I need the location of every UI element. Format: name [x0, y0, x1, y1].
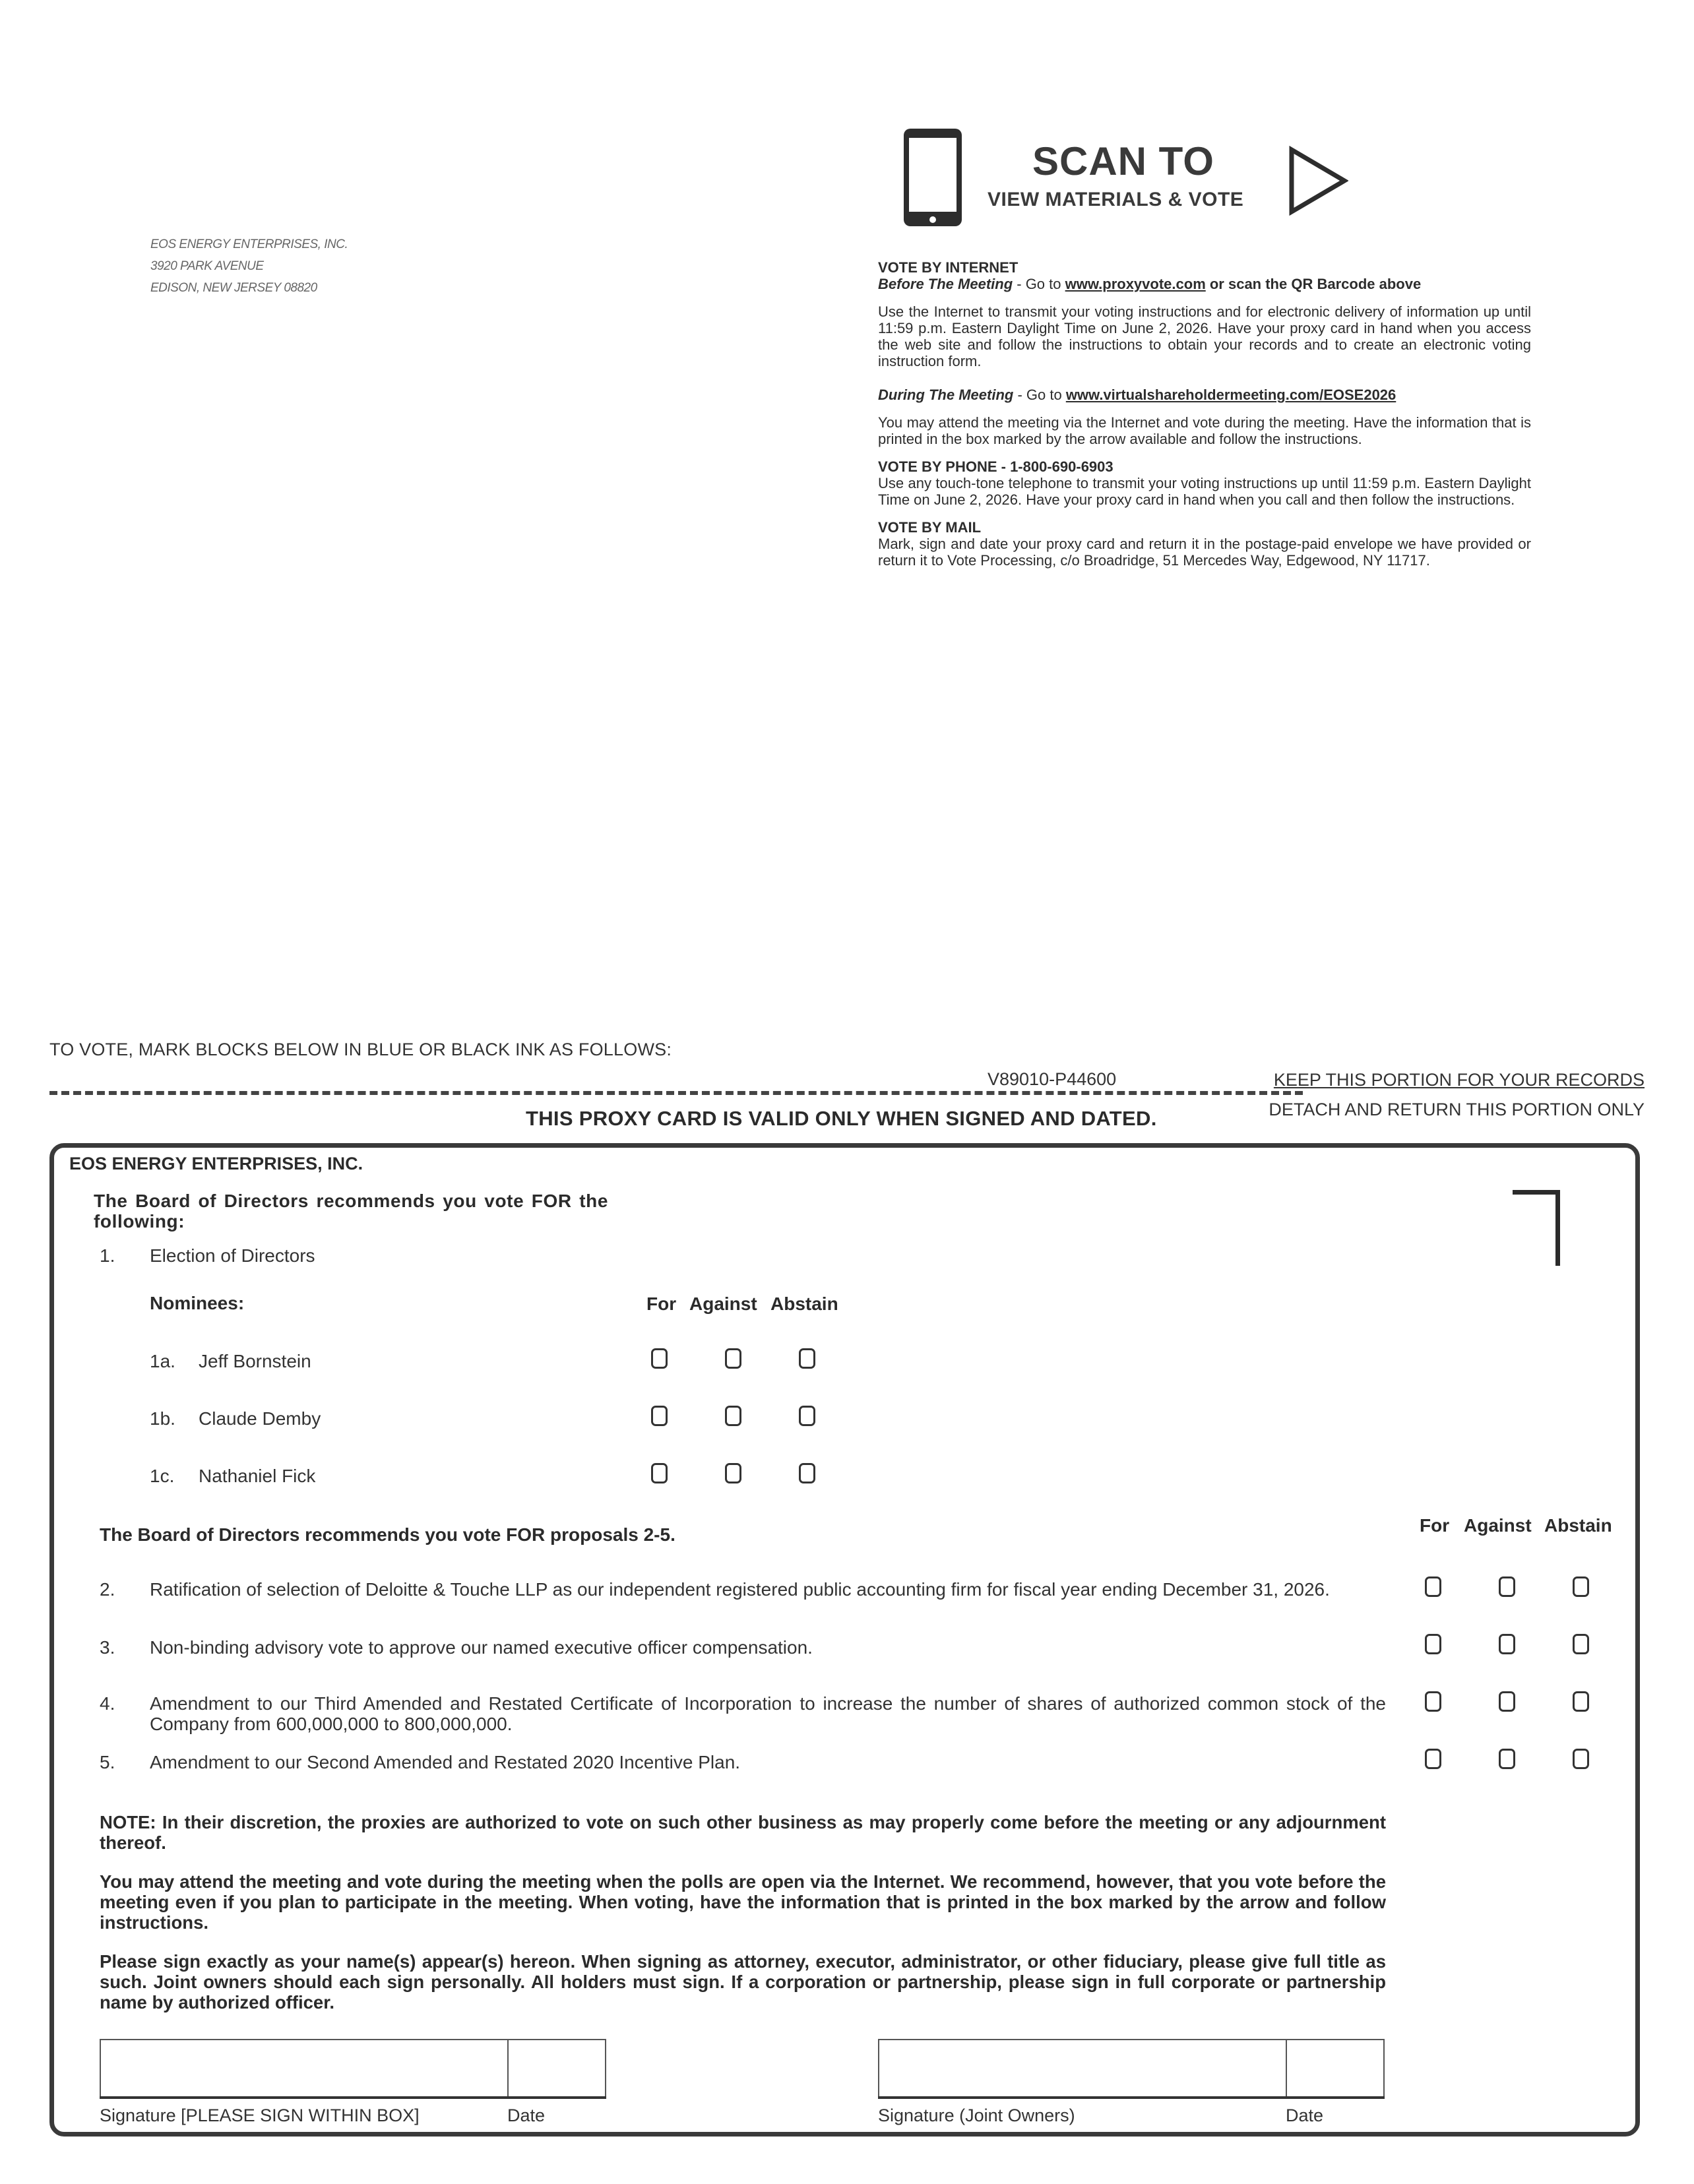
proposal-5-abstain-checkbox[interactable]	[1573, 1749, 1589, 1769]
nominees-heading: Nominees:	[150, 1293, 245, 1313]
proposal-4-against-checkbox[interactable]	[1499, 1691, 1515, 1712]
control-code: V89010-P44600	[988, 1069, 1117, 1089]
proposal-3-text: Non-binding advisory vote to approve our named executive officer compensation.	[150, 1637, 813, 1658]
internet-heading: VOTE BY INTERNET	[878, 259, 1019, 276]
col-abstain-header: Abstain	[770, 1294, 838, 1314]
sender-line-2: 3920 PARK AVENUE	[150, 259, 264, 273]
proposal-5-for-checkbox[interactable]	[1425, 1749, 1441, 1769]
nominee-1b-for-checkbox[interactable]	[651, 1406, 668, 1426]
virtual-meeting-link[interactable]: www.virtualshareholdermeeting.com/EOSE2026	[1065, 387, 1396, 403]
nominee-1a-abstain-checkbox[interactable]	[799, 1348, 815, 1369]
valid-notice: THIS PROXY CARD IS VALID ONLY WHEN SIGNED AND DATED.	[526, 1107, 1157, 1130]
mail-heading: VOTE BY MAIL	[878, 519, 982, 536]
board-recommendation-2: The Board of Directors recommends you vote FOR proposals 2-5.	[100, 1524, 675, 1545]
phone-heading: VOTE BY PHONE - 1-800-690-6903	[878, 458, 1114, 475]
proposal-3-abstain-checkbox[interactable]	[1573, 1634, 1589, 1654]
sender-address	[150, 234, 348, 299]
note-attend: You may attend the meeting and vote during the meeting when the polls are open via the Internet. We recommend, however, that you vote before the meeting even if you plan to participate in the meeting. When voting, have the information that is printed in the box marked by the arrow and follow instructions.	[100, 1871, 1386, 1933]
proposal-2-for-checkbox[interactable]	[1425, 1576, 1441, 1597]
nominee-1c-number: 1c.	[150, 1466, 175, 1486]
proposal-3-against-checkbox[interactable]	[1499, 1634, 1515, 1654]
before-meeting-label: Before The Meeting	[878, 276, 1013, 292]
proposal-4-number: 4.	[100, 1693, 115, 1714]
col-against-header: Against	[689, 1294, 757, 1314]
board-recommendation-1: The Board of Directors recommends you vote FOR the following:	[94, 1191, 608, 1232]
detach-line	[49, 1091, 1303, 1095]
nominee-1b-number: 1b.	[150, 1408, 175, 1429]
before-meeting-text: Use the Internet to transmit your voting instructions and for electronic delivery of information up until 11:59 p.m. Eastern Daylight Time on June 2, 2026. Have your proxy card in hand when you access the web site and follow the instructions to obtain your records and to create an electronic voting instruction form.	[878, 303, 1531, 369]
nominee-1c-against-checkbox[interactable]	[725, 1463, 741, 1483]
nominee-1a-against-checkbox[interactable]	[725, 1348, 741, 1369]
before-go-text: - Go to	[1013, 276, 1065, 292]
card-company-name: EOS ENERGY ENTERPRISES, INC.	[69, 1154, 363, 1173]
nominee-1a-name: Jeff Bornstein	[199, 1351, 311, 1371]
during-meeting-text: You may attend the meeting via the Internet and vote during the meeting. Have the information that is printed in the box marked by the arrow available and follow the instructions.	[878, 414, 1531, 447]
phone-icon	[901, 126, 964, 232]
note-discretion: NOTE: In their discretion, the proxies are authorized to vote on such other business as may properly come before the meeting or any adjournment thereof.	[100, 1812, 1386, 1853]
nominee-1c-name: Nathaniel Fick	[199, 1466, 316, 1486]
scan-subtitle: VIEW MATERIALS & VOTE	[988, 189, 1244, 210]
proposal-3-for-checkbox[interactable]	[1425, 1634, 1441, 1654]
corner-marker	[1513, 1190, 1560, 1266]
voting-instructions	[878, 259, 1531, 569]
phone-text: Use any touch-tone telephone to transmit your voting instructions up until 11:59 p.m. Eastern Daylight Time on June 2, 2026. Have your proxy card in hand when you call and then follow the instructions.	[878, 475, 1531, 508]
date-label-1: Date	[507, 2106, 546, 2125]
nominee-1b-name: Claude Demby	[199, 1408, 321, 1429]
sender-line-3: EDISON, NEW JERSEY 08820	[150, 281, 317, 295]
signature-box-1[interactable]	[100, 2039, 509, 2098]
proposal-3-number: 3.	[100, 1637, 115, 1658]
nominee-1b-abstain-checkbox[interactable]	[799, 1406, 815, 1426]
proposals-col-for-header: For	[1420, 1515, 1450, 1536]
item-1-text: Election of Directors	[150, 1245, 315, 1266]
proposal-5-text: Amendment to our Second Amended and Restated 2020 Incentive Plan.	[150, 1752, 741, 1772]
detach-return-label: DETACH AND RETURN THIS PORTION ONLY	[1269, 1100, 1645, 1119]
during-meeting-label: During The Meeting	[878, 387, 1014, 403]
proposal-2-text: Ratification of selection of Deloitte & Touche LLP as our independent registered public accounting firm for fiscal year ending December 31, 2026.	[150, 1579, 1330, 1600]
nominee-1c-for-checkbox[interactable]	[651, 1463, 668, 1483]
nominee-1a-number: 1a.	[150, 1351, 175, 1371]
signature-rule-1	[100, 2096, 606, 2099]
proposal-5-number: 5.	[100, 1752, 115, 1772]
nominee-1a-for-checkbox[interactable]	[651, 1348, 668, 1369]
keep-portion-label: KEEP THIS PORTION FOR YOUR RECORDS	[1273, 1070, 1645, 1090]
proposal-4-abstain-checkbox[interactable]	[1573, 1691, 1589, 1712]
proposal-2-number: 2.	[100, 1579, 115, 1600]
date-box-1[interactable]	[507, 2039, 606, 2098]
card-notes	[100, 1812, 1386, 2031]
before-tail-text: or scan the QR Barcode above	[1205, 276, 1422, 292]
col-for-header: For	[646, 1294, 677, 1314]
proposal-5-against-checkbox[interactable]	[1499, 1749, 1515, 1769]
play-arrow-icon	[1288, 146, 1348, 219]
proposal-4-text: Amendment to our Third Amended and Restated Certificate of Incorporation to increase the number of shares of authorized common stock of the Company from 600,000,000 to 800,000,000.	[150, 1693, 1386, 1734]
proxyvote-link[interactable]: www.proxyvote.com	[1065, 276, 1206, 292]
nominee-1c-abstain-checkbox[interactable]	[799, 1463, 815, 1483]
during-meeting-line	[878, 387, 1531, 403]
signature-label-2: Signature (Joint Owners)	[878, 2106, 1075, 2125]
sender-line-1: EOS ENERGY ENTERPRISES, INC.	[150, 237, 348, 251]
before-meeting-line	[878, 276, 1531, 292]
mark-instruction: TO VOTE, MARK BLOCKS BELOW IN BLUE OR BLACK INK AS FOLLOWS:	[49, 1040, 672, 1059]
signature-box-2[interactable]	[878, 2039, 1287, 2098]
item-1-number: 1.	[100, 1245, 115, 1266]
note-sign: Please sign exactly as your name(s) appear(s) hereon. When signing as attorney, executor, administrator, or other fiduciary, please give full title as such. Joint owners should each sign personally. All holders must sign. If a corporation or partnership, please sign in full corporate or partnership name by authorized officer.	[100, 1951, 1386, 2012]
date-label-2: Date	[1286, 2106, 1324, 2125]
proposals-col-against-header: Against	[1464, 1515, 1532, 1536]
signature-rule-2	[878, 2096, 1385, 2099]
proposal-2-against-checkbox[interactable]	[1499, 1576, 1515, 1597]
date-box-2[interactable]	[1286, 2039, 1385, 2098]
proposal-2-abstain-checkbox[interactable]	[1573, 1576, 1589, 1597]
proposals-col-abstain-header: Abstain	[1544, 1515, 1612, 1536]
mail-text: Mark, sign and date your proxy card and return it in the postage-paid envelope we have provided or return it to Vote Processing, c/o Broadridge, 51 Mercedes Way, Edgewood, NY 11717.	[878, 536, 1531, 569]
nominee-1b-against-checkbox[interactable]	[725, 1406, 741, 1426]
signature-label-1: Signature [PLEASE SIGN WITHIN BOX]	[100, 2106, 420, 2125]
proposal-4-for-checkbox[interactable]	[1425, 1691, 1441, 1712]
scan-title: SCAN TO	[1032, 139, 1214, 183]
during-go-text: - Go to	[1013, 387, 1066, 403]
